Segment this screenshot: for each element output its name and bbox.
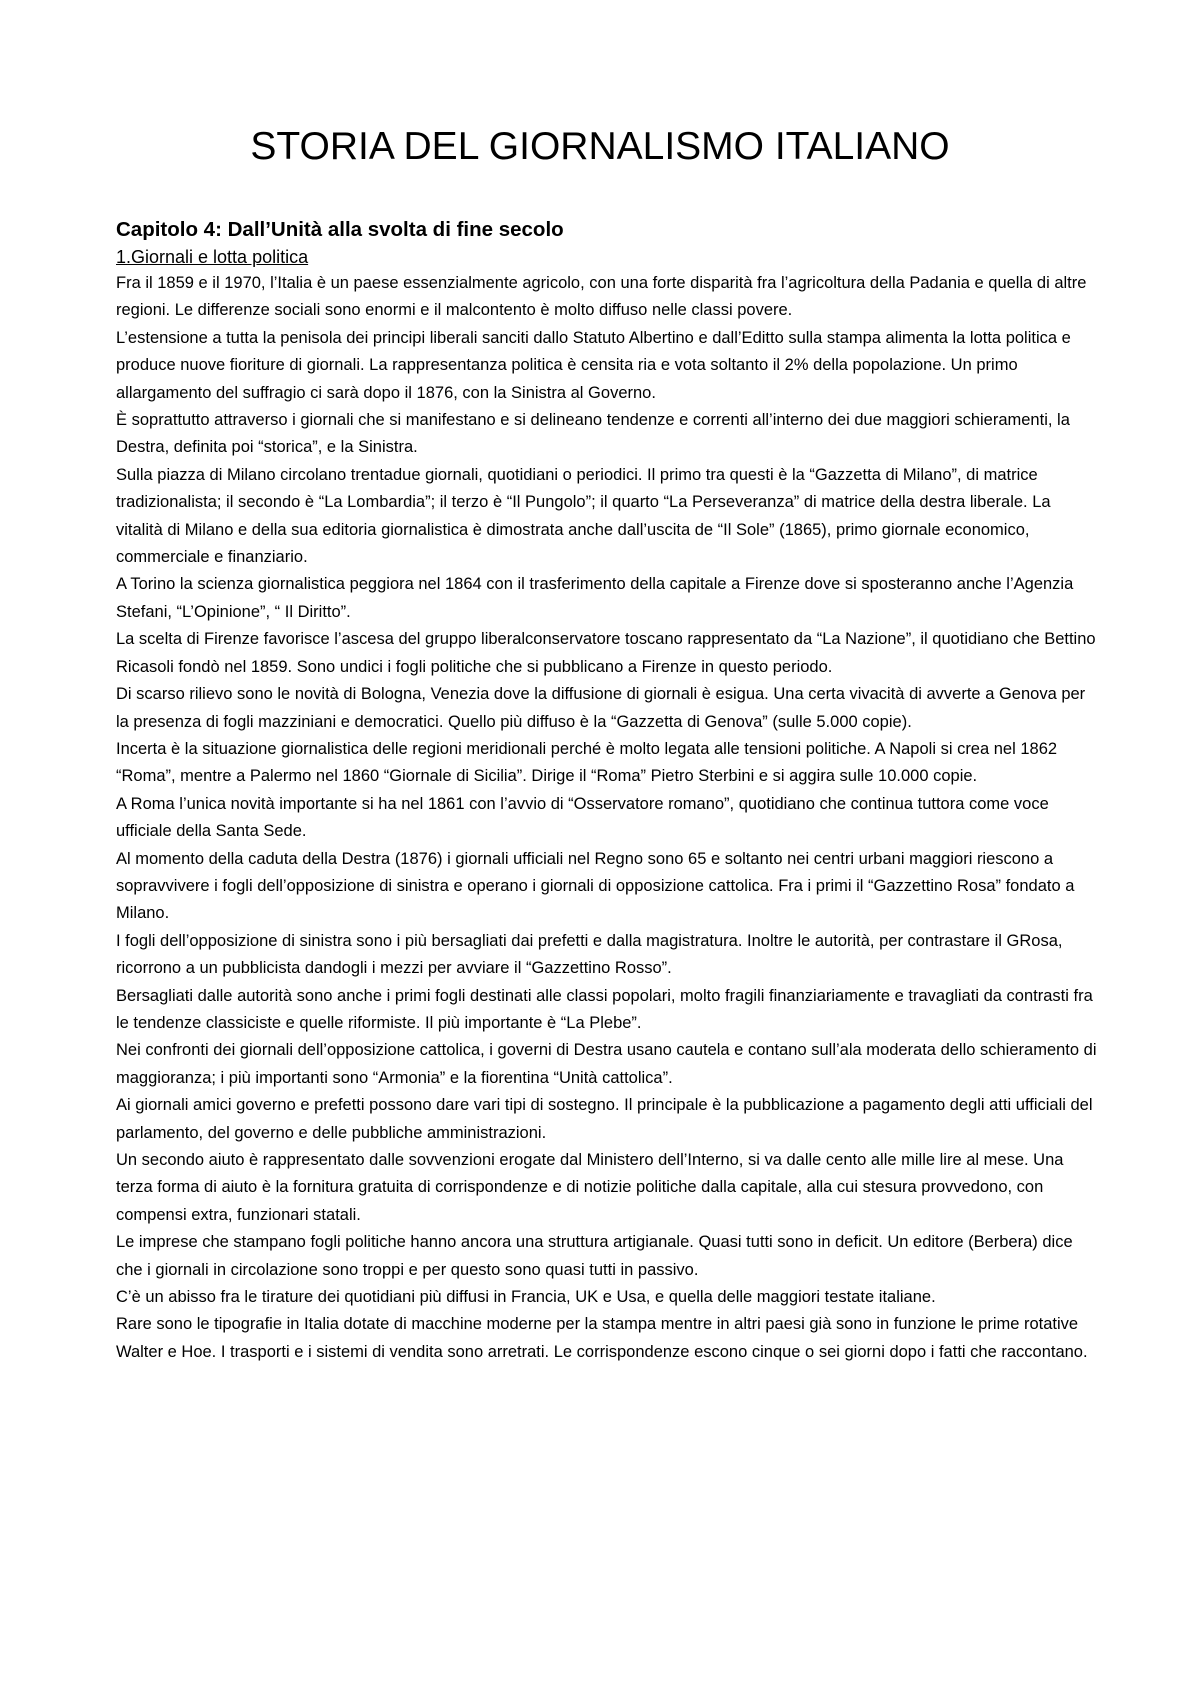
paragraph: Le imprese che stampano fogli politiche hanno ancora una struttura artigianale. Quasi tutti sono in deficit. Un editore (Berbera) dice che i giornali in circolazione sono troppi e per questo sono quasi tutti in passivo. [116, 1233, 1073, 1279]
paragraph: Un secondo aiuto è rappresentato dalle sovvenzioni erogate dal Ministero dell’Interno, si va dalle cento alle mille lire al mese. Una terza forma di aiuto è la fornitura gratuita di corrispondenze e di notizie politiche dalla capitale, alla cui stesura provvedono, con compensi extra, funzionari statali. [116, 1151, 1064, 1224]
paragraph: Sulla piazza di Milano circolano trentadue giornali, quotidiani o periodici. Il primo tra questi è la “Gazzetta di Milano”, di matrice tradizionalista; il secondo è “La Lombardia”; il terzo è “Il Pungolo”; il quarto “La Perseveranza” di matrice della destra liberale. La vitalità di Milano e della sua editoria giornalistica è dimostrata anche dall’uscita de “Il Sole” (1865), primo giornale economico, commerciale e finanziario. [116, 465, 1051, 567]
paragraph: Incerta è la situazione giornalistica delle regioni meridionali perché è molto legata alle tensioni politiche. A Napoli si crea nel 1862 “Roma”, mentre a Palermo nel 1860 “Giornale di Sicilia”. Dirige il “Roma” Pietro Sterbini e si aggira sulle 10.000 copie. [116, 739, 1058, 786]
paragraph: C’è un abisso fra le tirature dei quotidiani più diffusi in Francia, UK e Usa, e quella delle maggiori testate italiane. [116, 1288, 936, 1307]
paragraph: Di scarso rilievo sono le novità di Bologna, Venezia dove la diffusione di giornali è esigua. Una certa vivacità di avverte a Genova per la presenza di fogli mazziniani e democratici. Quello più diffuso è la “Gazzetta di Genova” (sulle 5.000 copie). [116, 685, 1086, 731]
section-heading: 1.Giornali e lotta politica [116, 247, 309, 267]
paragraph: A Torino la scienza giornalistica peggiora nel 1864 con il trasferimento della capitale a Firenze dove si sposteranno anche l’Agenzia Stefani, “L’Opinione”, “ Il Diritto”. [116, 575, 1074, 621]
paragraph: Rare sono le tipografie in Italia dotate di macchine moderne per la stampa mentre in altri paesi già sono in funzione le prime rotative Walter e Hoe. I trasporti e i sistemi di vendita sono arretrati. Le corrispondenze escono cinque o sei giorni dopo i fatti che raccontano. [116, 1315, 1088, 1361]
paragraph: Bersagliati dalle autorità sono anche i primi fogli destinati alle classi popolari, molto fragili finanziariamente e travagliati da contrasti fra le tendenze classiciste e quelle riformiste. Il più importante è “La Plebe”. [116, 986, 1093, 1032]
paragraph: Al momento della caduta della Destra (1876) i giornali ufficiali nel Regno sono 65 e soltanto nei centri urbani maggiori riescono a sopravvivere i fogli dell’opposizione di sinistra e operano i giornali di opposizione cattolica. Fra i primi il “Gazzettino Rosa” fondato a Milano. [116, 849, 1075, 923]
paragraph-list [116, 270, 1098, 1366]
chapter-heading: Capitolo 4: Dall’Unità alla svolta di fine secolo [116, 218, 564, 241]
paragraph: L’estensione a tutta la penisola dei principi liberali sanciti dallo Statuto Albertino e dall’Editto sulla stampa alimenta la lotta politica e produce nuove fioriture di giornali. La rappresentanza politica è censita ria e vota soltanto il 2% della popolazione. Un primo allargamento del suffragio ci sarà dopo il 1876, con la Sinistra al Governo. [116, 328, 1071, 402]
paragraph: La scelta di Firenze favorisce l’ascesa del gruppo liberalconservatore toscano rappresentato da “La Nazione”, il quotidiano che Bettino Ricasoli fondò nel 1859. Sono undici i fogli politiche che si pubblicano a Firenze in questo periodo. [116, 630, 1096, 676]
paragraph: I fogli dell’opposizione di sinistra sono i più bersagliati dai prefetti e dalla magistratura. Inoltre le autorità, per contrastare il GRosa, ricorrono a un pubblicista dandogli i mezzi per avviare il “Gazzettino Rosso”. [116, 931, 1063, 978]
paragraph: Ai giornali amici governo e prefetti possono dare vari tipi di sostegno. Il principale è la pubblicazione a pagamento degli atti ufficiali del parlamento, del governo e delle pubbliche amministrazioni. [116, 1096, 1093, 1142]
paragraph: A Roma l’unica novità importante si ha nel 1861 con l’avvio di “Osservatore romano”, quotidiano che continua tuttora come voce ufficiale della Santa Sede. [116, 794, 1049, 841]
paragraph: Nei confronti dei giornali dell’opposizione cattolica, i governi di Destra usano cautela e contano sull’ala moderata dello schieramento di maggioranza; i più importanti sono “Armonia” e la fiorentina “Unità cattolica”. [116, 1041, 1097, 1087]
document-body [116, 215, 1098, 1366]
paragraph: Fra il 1859 e il 1970, l’Italia è un paese essenzialmente agricolo, con una forte disparità fra l’agricoltura della Padania e quella di altre regioni. Le differenze sociali sono enormi e il malcontento è molto diffuso nelle classi povere. [116, 274, 1087, 320]
page-title: STORIA DEL GIORNALISMO ITALIANO [250, 125, 950, 168]
paragraph: È soprattutto attraverso i giornali che si manifestano e si delineano tendenze e correnti all’interno dei due maggiori schieramenti, la Destra, definita poi “storica”, e la Sinistra. [116, 411, 1070, 457]
